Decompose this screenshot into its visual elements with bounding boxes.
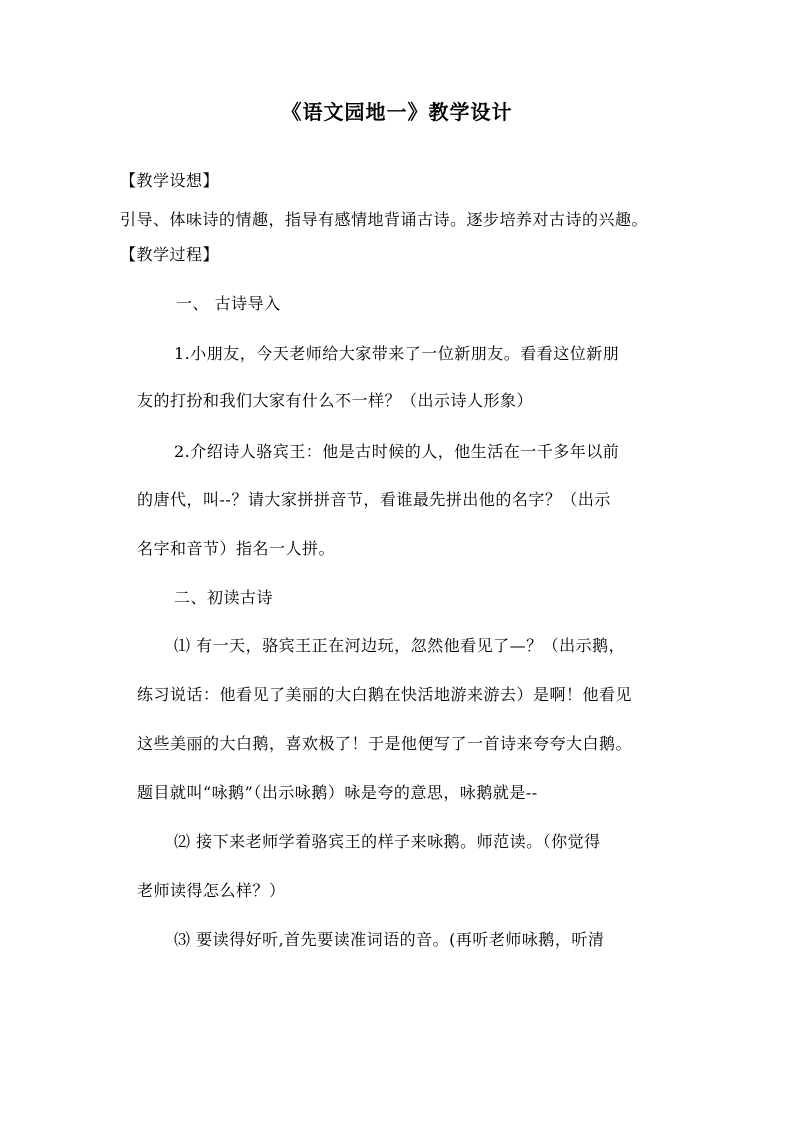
paragraph-2-line-2: 的唐代，叫--？请大家拼拼音节，看谁最先拼出他的名字？（出示 (137, 490, 611, 509)
heading-teaching-concept: 【教学设想】 (120, 171, 220, 190)
paragraph-5-line-1: ⑶ 要读得好听,首先要读准词语的音。(再听老师咏鹅，听清 (174, 930, 605, 949)
paragraph-4-line-2: 老师读得怎么样？） (137, 881, 286, 900)
document-title: 《语文园地一》教学设计 (281, 100, 513, 124)
paragraph-3-line-1: ⑴ 有一天，骆宾王正在河边玩，忽然他看见了—？（出示鹅， (174, 636, 626, 655)
paragraph-2-line-1: 2.介绍诗人骆宾王：他是古时候的人，他生活在一千多年以前 (174, 442, 620, 461)
paragraph-1-line-2: 友的打扮和我们大家有什么不一样？（出示诗人形象） (137, 391, 534, 410)
section-1-heading: 一、 古诗导入 (176, 294, 281, 313)
paragraph-1-line-1: 1.小朋友，今天老师给大家带来了一位新朋友。看看这位新朋 (174, 344, 620, 363)
paragraph-3-line-4: 题目就叫“咏鹅”（出示咏鹅）咏是夸的意思，咏鹅就是-- (137, 783, 538, 802)
concept-text: 引导、体味诗的情趣，指导有感情地背诵古诗。逐步培养对古诗的兴趣。 (120, 210, 649, 229)
paragraph-2-line-3: 名字和音节）指名一人拼。 (137, 539, 336, 558)
paragraph-3-line-3: 这些美丽的大白鹅，喜欢极了！于是他便写了一首诗来夸夸大白鹅。 (137, 734, 633, 753)
paragraph-3-line-2: 练习说话：他看见了美丽的大白鹅在快活地游来游去）是啊！他看见 (137, 685, 633, 704)
heading-teaching-process: 【教学过程】 (120, 245, 220, 264)
paragraph-4-line-1: ⑵ 接下来老师学着骆宾王的样子来咏鹅。师范读。（你觉得 (174, 832, 601, 851)
section-2-heading: 二、初读古诗 (174, 588, 274, 607)
